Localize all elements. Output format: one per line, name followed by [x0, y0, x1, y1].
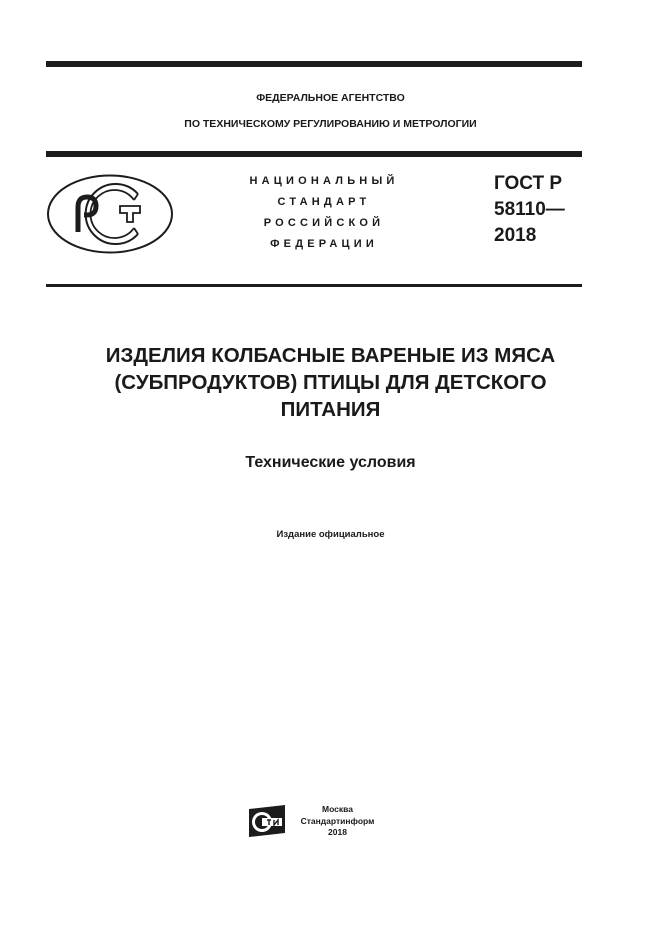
standartinform-logo-icon — [247, 803, 287, 839]
block-rule — [46, 284, 582, 287]
title-line: ПИТАНИЯ — [280, 398, 381, 421]
agency-line-1: ФЕДЕРАЛЬНОЕ АГЕНТСТВО — [256, 92, 405, 104]
rst-gost-logo-icon — [46, 173, 174, 255]
agency-line-2: ПО ТЕХНИЧЕСКОМУ РЕГУЛИРОВАНИЮ И МЕТРОЛОГИИ — [184, 118, 477, 130]
document-title — [0, 342, 661, 423]
edition-label: Издание официальное — [276, 529, 385, 540]
designation-line: ГОСТ Р — [494, 173, 563, 194]
national-standard-label — [232, 171, 412, 255]
publisher-info — [300, 804, 375, 839]
top-rule — [46, 61, 582, 67]
title-line: (СУБПРОДУКТОВ) ПТИЦЫ ДЛЯ ДЕТСКОГО — [114, 371, 547, 394]
national-line: ФЕДЕРАЦИИ — [270, 238, 378, 250]
national-line: СТАНДАРТ — [277, 196, 371, 208]
national-line: НАЦИОНАЛЬНЫЙ — [249, 175, 399, 187]
publication-year: 2018 — [328, 827, 347, 837]
standard-designation — [494, 171, 565, 249]
header-rule — [46, 151, 582, 157]
designation-line: 58110— — [494, 199, 565, 220]
document-subtitle: Технические условия — [245, 454, 416, 471]
designation-line: 2018 — [494, 225, 537, 246]
publisher-city: Москва — [322, 804, 353, 814]
national-line: РОССИЙСКОЙ — [263, 217, 385, 229]
publisher-name: Стандартинформ — [300, 815, 375, 826]
title-line: ИЗДЕЛИЯ КОЛБАСНЫЕ ВАРЕНЫЕ ИЗ МЯСА — [105, 344, 556, 367]
